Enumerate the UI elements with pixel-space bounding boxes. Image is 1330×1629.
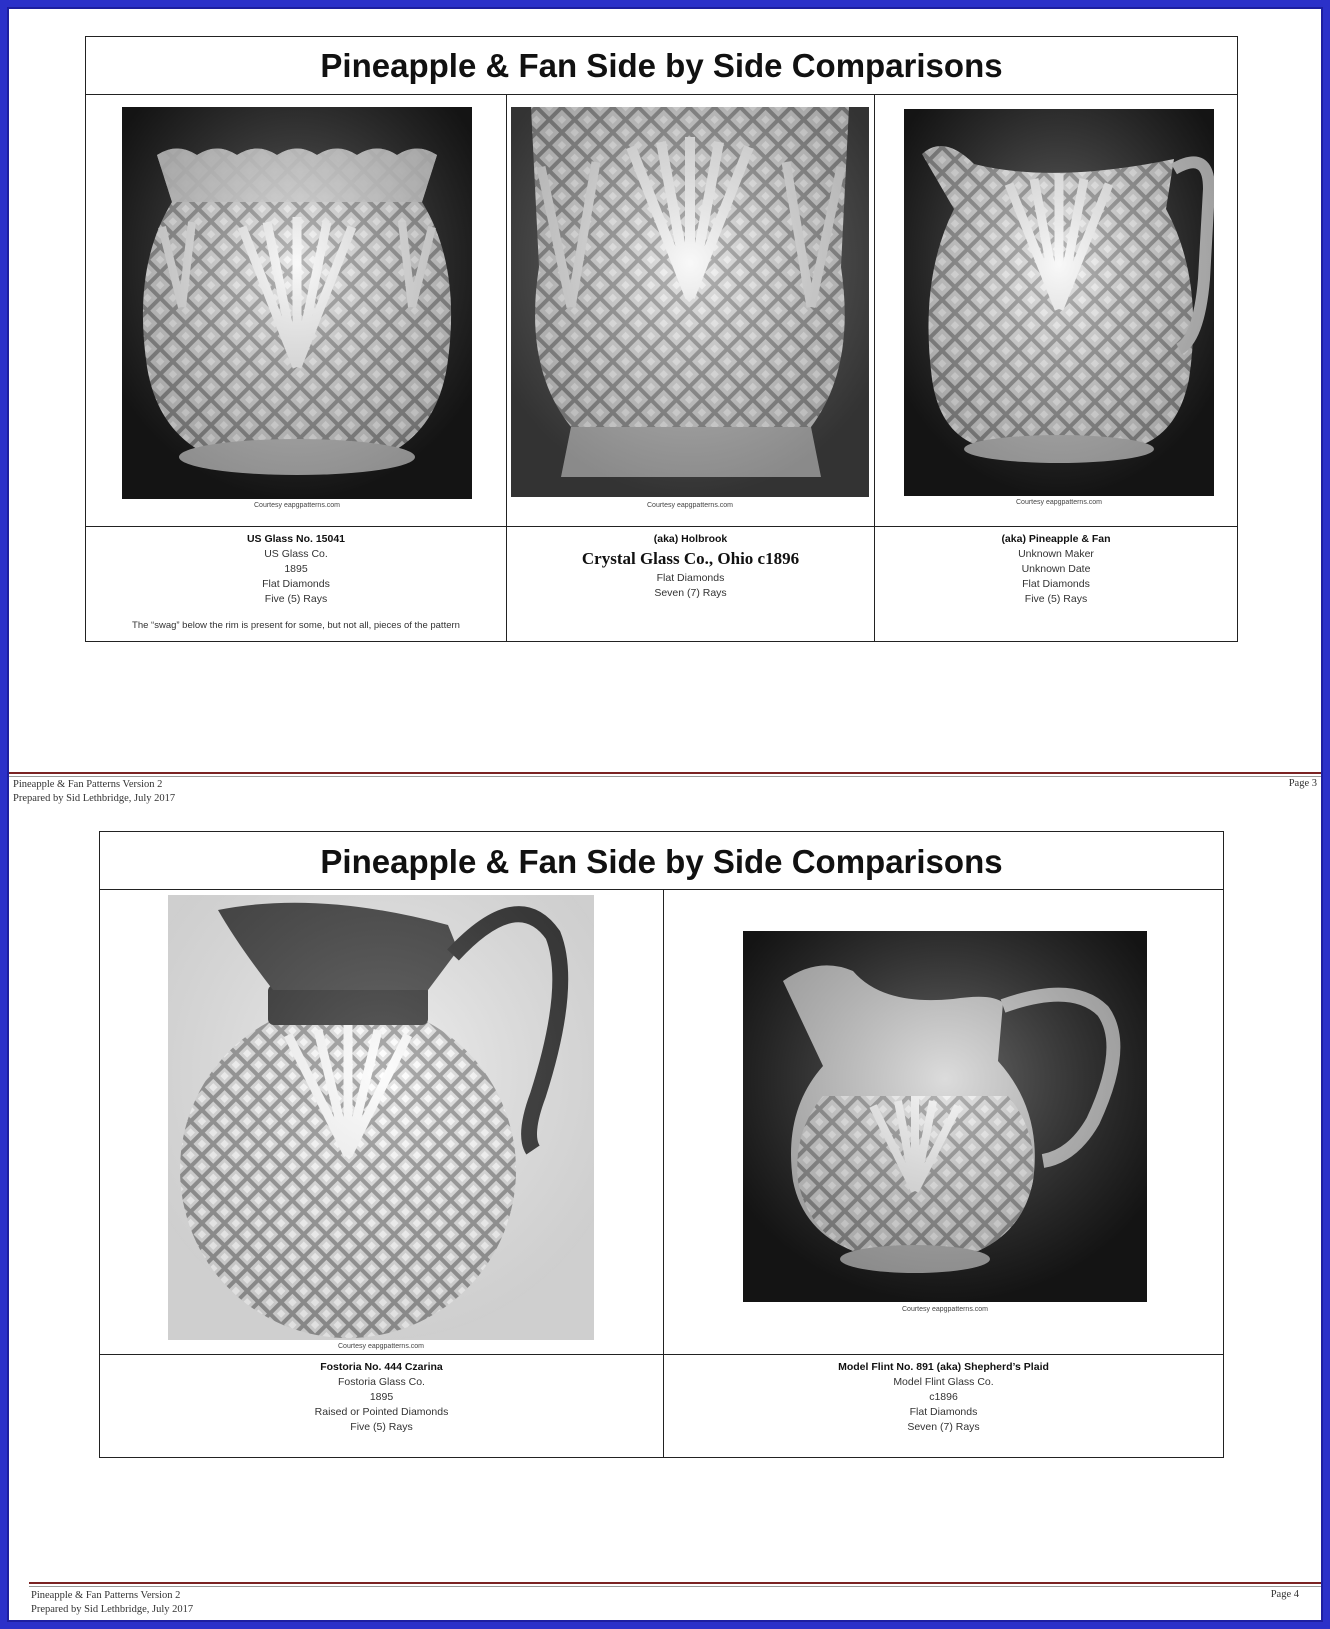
page-number: Page 4 <box>1270 1589 1299 1600</box>
courtesy-credit: Courtesy eapgpatterns.com <box>902 1306 988 1313</box>
footer-author: Prepared by Sid Lethbridge, July 2017 <box>31 1604 194 1615</box>
description-holbrook <box>507 532 874 601</box>
ray-count: Seven (7) Rays <box>907 1421 980 1433</box>
diamond-type: Flat Diamonds <box>1022 578 1090 590</box>
diamond-type: Raised or Pointed Diamonds <box>314 1406 449 1418</box>
model-flint-pitcher-photo <box>743 931 1147 1302</box>
description-czarina <box>100 1360 663 1435</box>
ray-count: Seven (7) Rays <box>654 587 727 599</box>
pattern-name: Fostoria No. 444 Czarina <box>320 1361 443 1373</box>
comparison-table-page-4 <box>99 831 1224 1458</box>
vase-photo <box>122 107 472 499</box>
date: 1895 <box>284 563 308 575</box>
pitcher-photo <box>904 109 1214 496</box>
diamond-type: Flat Diamonds <box>909 1406 978 1418</box>
footer-rule <box>9 772 1321 774</box>
maker: Fostoria Glass Co. <box>338 1376 425 1388</box>
courtesy-credit: Courtesy eapgpatterns.com <box>254 502 340 509</box>
row-divider <box>86 526 1237 527</box>
page-number: Page 3 <box>1288 778 1317 789</box>
diamond-type: Flat Diamonds <box>656 572 725 584</box>
footer-rule <box>29 1582 1321 1584</box>
maker: US Glass Co. <box>264 548 328 560</box>
page-3-footer <box>13 778 175 806</box>
maker: Model Flint Glass Co. <box>893 1376 994 1388</box>
document-frame <box>7 7 1323 1622</box>
courtesy-credit: Courtesy eapgpatterns.com <box>338 1343 424 1350</box>
description-us-glass <box>86 532 506 607</box>
comparison-table-page-3 <box>85 36 1238 642</box>
date: Unknown Date <box>1021 563 1091 575</box>
page-4-footer <box>31 1589 193 1617</box>
footer-rule-thin <box>9 776 1321 777</box>
pattern-name: Model Flint No. 891 (aka) Shepherd’s Plaid <box>838 1361 1049 1373</box>
row-divider <box>100 1354 1223 1355</box>
holbrook-photo <box>511 107 869 497</box>
pattern-name: US Glass No. 15041 <box>246 533 346 545</box>
pattern-name: (aka) Holbrook <box>653 533 728 545</box>
maker: Unknown Maker <box>1018 548 1094 560</box>
footer-rule-thin <box>29 1586 1321 1587</box>
ray-count: Five (5) Rays <box>1024 593 1088 605</box>
date: c1896 <box>929 1391 958 1403</box>
date: 1895 <box>369 1391 394 1403</box>
footer-doc-title: Pineapple & Fan Patterns Version 2 <box>13 779 163 790</box>
footer-author: Prepared by Sid Lethbridge, July 2017 <box>13 793 176 804</box>
maker: Crystal Glass Co., Ohio c1896 <box>581 549 800 568</box>
swag-note: The “swag” below the rim is present for some, but not all, pieces of the pattern <box>132 620 460 631</box>
czarina-pitcher-photo <box>168 895 594 1340</box>
page-title: Pineapple & Fan Side by Side Comparisons <box>86 37 1237 95</box>
description-model-flint <box>664 1360 1223 1435</box>
diamond-type: Flat Diamonds <box>262 578 330 590</box>
pattern-name: (aka) Pineapple & Fan <box>1001 533 1111 545</box>
page-title: Pineapple & Fan Side by Side Comparisons <box>100 832 1223 890</box>
description-pineapple-fan <box>875 532 1237 607</box>
courtesy-credit: Courtesy eapgpatterns.com <box>647 502 733 509</box>
footer-doc-title: Pineapple & Fan Patterns Version 2 <box>31 1590 181 1601</box>
courtesy-credit: Courtesy eapgpatterns.com <box>1016 499 1102 506</box>
ray-count: Five (5) Rays <box>264 593 328 605</box>
ray-count: Five (5) Rays <box>350 1421 413 1433</box>
